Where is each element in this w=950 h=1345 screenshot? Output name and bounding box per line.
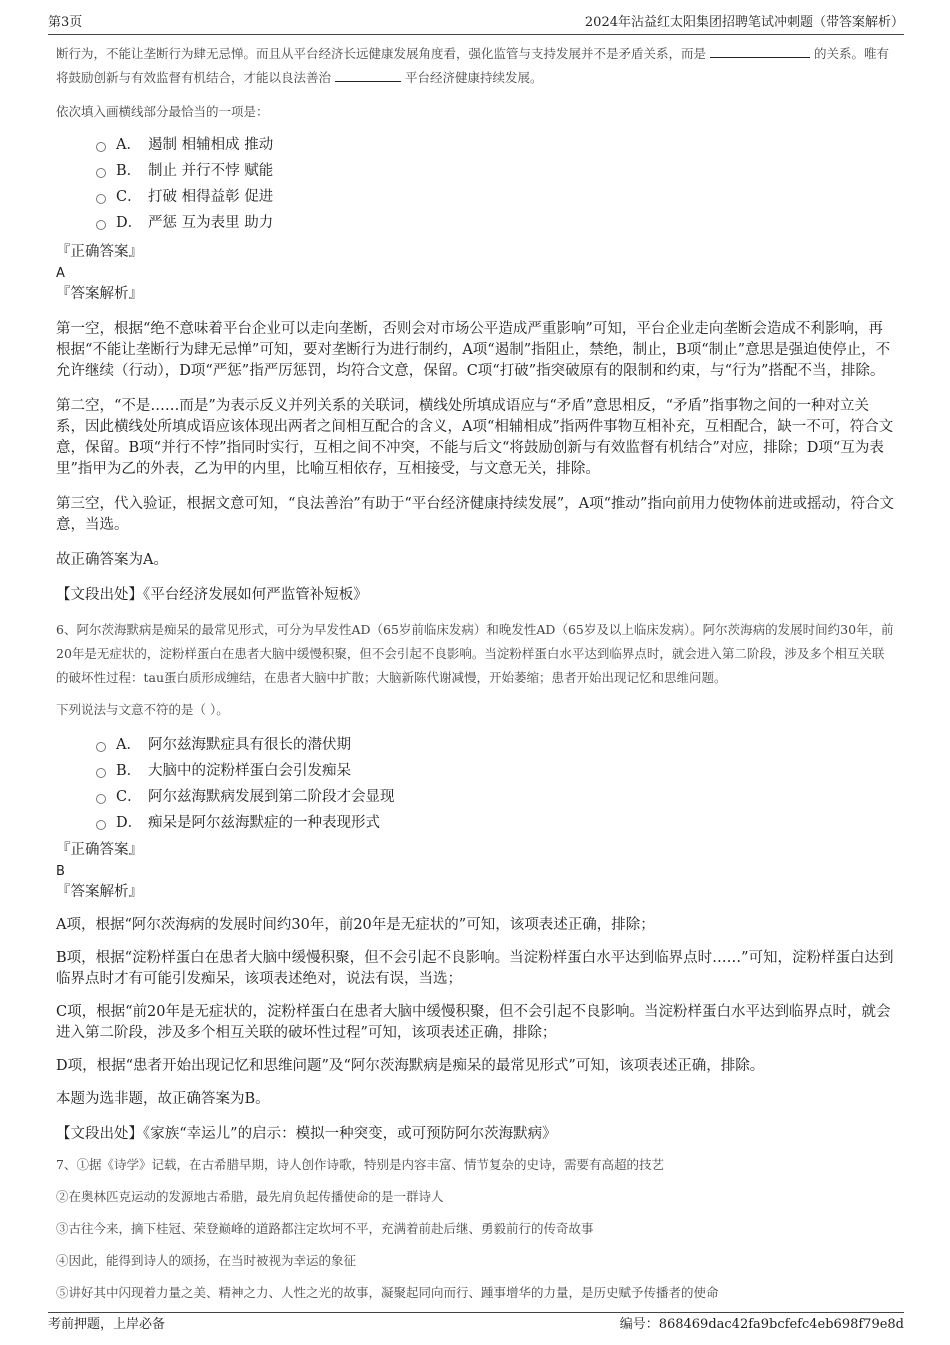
q6-answer: B [56,864,65,879]
option-letter: A． [116,137,141,153]
q6-analysis-label: 『答案解析』 [56,884,143,900]
q5-option-d[interactable] [96,210,896,236]
q6-analysis-b: B项，根据“淀粉样蛋白在患者大脑中缓慢积聚，但不会引起不良影响。当淀粉样蛋白水平达到临界点时……”可知，淀粉样蛋白达到临界点时才有可能引发痴呆，该项表述绝对，说法有误，当选； [56,950,894,987]
q7-line-5: ⑤讲好其中闪现着力量之美、精神之力、人性之光的故事，凝聚起同向而行、踵事增华的力量，是历史赋予传播者的使命 [56,1285,719,1300]
radio-icon[interactable] [96,794,106,804]
option-text: 严惩 互为表里 助力 [148,215,274,231]
option-letter: B． [116,163,142,179]
option-text: 阿尔兹海默症具有很长的潜伏期 [148,737,351,753]
page-header [48,12,904,35]
footer-slogan: 考前押题，上岸必备 [48,1317,166,1332]
q5-option-a[interactable] [96,132,896,158]
option-letter: D． [116,815,143,831]
q5-source: 【文段出处】《平台经济发展如何严监管补短板》 [56,587,368,603]
q5-stem-part1: 断行为，不能让垄断行为肆无忌惮。而且从平台经济长远健康发展角度看，强化监管与支持发展并不是矛盾关系，而是 [56,46,707,61]
q5-blank-3 [335,67,401,82]
q5-stem-part2: 的关系。唯有将鼓励创新与有效监督有机结合，才能以良法善治 [56,46,889,85]
q6-answer-label: 『正确答案』 [56,842,143,858]
q6-options [96,732,896,836]
option-text: 大脑中的淀粉样蛋白会引发痴呆 [148,763,351,779]
q6-prompt: 下列说法与文意不符的是（ ）。 [56,702,229,717]
page-content [56,42,896,1305]
q6-analysis-a: A项，根据“阿尔茨海病的发展时间约30年，前20年是无症状的”可知，该项表述正确，排除； [56,917,655,933]
q5-answer: A [56,266,65,281]
q6-option-b[interactable] [96,758,896,784]
q5-options [96,132,896,236]
q7-line-3: ③古往今来，摘下桂冠、荣登巅峰的道路都注定坎坷不平，充满着前赴后继、勇毅前行的传奇故事 [56,1221,594,1236]
document-title: 2024年沾益红太阳集团招聘笔试冲刺题（带答案解析） [584,15,904,30]
q5-analysis-1: 第一空，根据“绝不意味着平台企业可以走向垄断，否则会对市场公平造成严重影响”可知，平台企业走向垄断会造成不利影响，再根据“不能让垄断行为肆无忌惮”可知，要对垄断行为进行制约，A项“遏制”指阻止，禁绝，制止，B项“制止”意思是强迫使停止，不允许继续（行动），D项“严惩”指严厉惩罚，均符合文意，保留。C项“打破”指突破原有的限制和约束，与“行为”搭配不当，排除。 [56,321,891,379]
q5-stem [56,42,896,90]
q7-line-1: 7、①据《诗学》记载，在古希腊早期，诗人创作诗歌，特别是内容丰富、情节复杂的史诗，需要有高超的技艺 [56,1157,664,1172]
option-text: 阿尔兹海默病发展到第二阶段才会显现 [148,789,395,805]
page-number: 第3页 [48,15,83,30]
q6-analysis-c: C项，根据“前20年是无症状的，淀粉样蛋白在患者大脑中缓慢积聚，但不会引起不良影响。当淀粉样蛋白水平达到临界点时，就会进入第二阶段，涉及多个相互关联的破坏性过程”可知，该项表述正确，排除； [56,1004,891,1041]
document-id: 编号：868469dac42fa9bcfefc4eb698f79e8d [619,1317,904,1332]
q5-answer-label: 『正确答案』 [56,244,143,260]
q6-analysis-d: D项，根据“患者开始出现记忆和思维问题”及“阿尔茨海默病是痴呆的最常见形式”可知，该项表述正确，排除。 [56,1058,765,1074]
q5-stem-part3: 平台经济健康持续发展。 [404,70,543,85]
page-footer [48,1312,904,1333]
option-letter: A． [116,737,141,753]
radio-icon[interactable] [96,168,106,178]
q5-analysis-2: 第二空，“不是……而是”为表示反义并列关系的关联词，横线处所填成语应与“矛盾”意思相反，“矛盾”指事物之间的一种对立关系，因此横线处所填成语应该体现出两者之间相互配合的含义，A项“相辅相成”指两件事物互相补充，互相配合，缺一不可，符合文意，保留。B项“并行不悖”指同时实行，互相之间不冲突，不能与后文“将鼓励创新与有效监督有机结合”对应，排除；D项“互为表里”指甲为乙的外表，乙为甲的内里，比喻互相依存，互相接受，与文意无关，排除。 [56,398,894,477]
q5-analysis-label: 『答案解析』 [56,286,143,302]
radio-icon[interactable] [96,142,106,152]
q7-line-4: ④因此，能得到诗人的颂扬，在当时被视为幸运的象征 [56,1253,357,1268]
option-text: 遏制 相辅相成 推动 [148,137,274,153]
q6-source: 【文段出处】《家族“幸运儿”的启示：模拟一种突变，或可预防阿尔茨海默病》 [56,1126,557,1142]
option-letter: C． [116,789,142,805]
radio-icon[interactable] [96,768,106,778]
radio-icon[interactable] [96,194,106,204]
q5-option-c[interactable] [96,184,896,210]
q6-stem: 6、阿尔茨海默病是痴呆的最常见形式，可分为早发性AD（65岁前临床发病）和晚发性AD（65岁及以上临床发病）。阿尔茨海病的发展时间约30年，前20年是无症状的，淀粉样蛋白在患者大脑中缓慢积聚，但不会引起不良影响。当淀粉样蛋白水平达到临界点时，就会进入第二阶段，涉及多个相互关联的破坏性过程：tau蛋白质形成缠结，在患者大脑中扩散；大脑新陈代谢减慢，开始萎缩；患者开始出现记忆和思维问题。 [56,622,894,685]
radio-icon[interactable] [96,220,106,230]
q5-analysis-3: 第三空，代入验证，根据文意可知，“良法善治”有助于“平台经济健康持续发展”，A项“推动”指向前用力使物体前进或摇动，符合文意，当选。 [56,496,894,533]
radio-icon[interactable] [96,820,106,830]
q5-option-b[interactable] [96,158,896,184]
option-letter: B． [116,763,142,779]
option-text: 打破 相得益彰 促进 [148,189,274,205]
q6-conclusion: 本题为选非题，故正确答案为B。 [56,1091,270,1107]
option-letter: C． [116,189,142,205]
q5-blank-2 [710,43,810,58]
q6-option-c[interactable] [96,784,896,810]
radio-icon[interactable] [96,742,106,752]
q5-analysis-4: 故正确答案为A。 [56,552,168,568]
option-text: 制止 并行不悖 赋能 [148,163,274,179]
q7-line-2: ②在奥林匹克运动的发源地古希腊，最先肩负起传播使命的是一群诗人 [56,1189,444,1204]
q5-prompt: 依次填入画横线部分最恰当的一项是： [56,104,269,119]
q6-option-d[interactable] [96,810,896,836]
option-text: 痴呆是阿尔兹海默症的一种表现形式 [148,815,380,831]
option-letter: D． [116,215,143,231]
q6-option-a[interactable] [96,732,896,758]
